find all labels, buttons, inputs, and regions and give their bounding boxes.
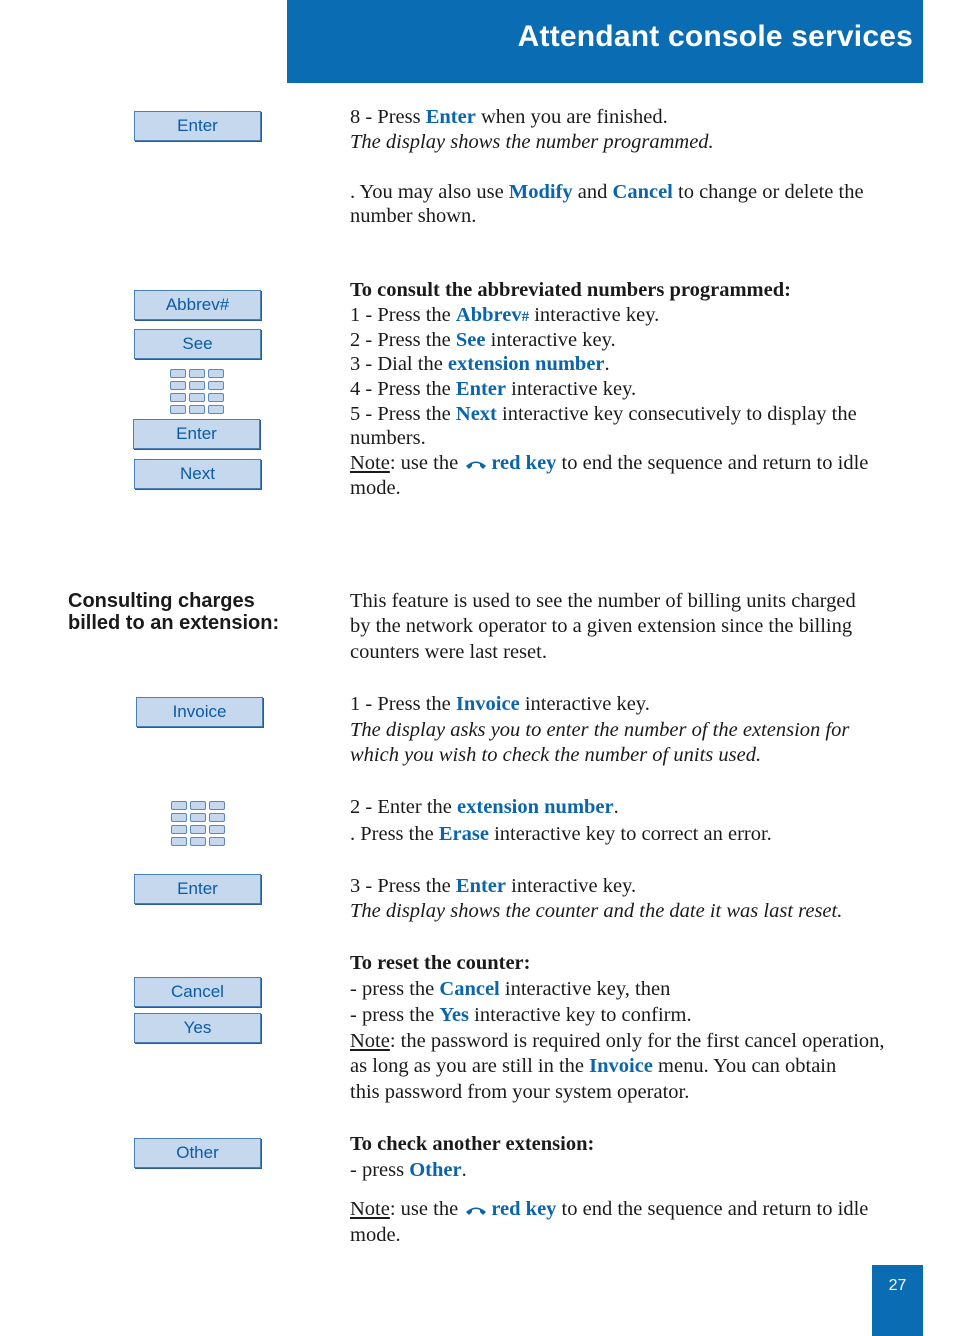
- yes-key: Yes: [134, 1013, 261, 1043]
- charges-note-cont: mode.: [350, 1224, 401, 1246]
- erase-tip: . Press the Erase interactive key to correct an error.: [350, 823, 772, 845]
- other-key: Other: [134, 1138, 261, 1168]
- modify-tip: . You may also use Modify and Cancel to change or delete the: [350, 181, 864, 203]
- consult-step-4: 4 - Press the Enter interactive key.: [350, 378, 637, 400]
- keypad-icon: [170, 369, 224, 414]
- consult-step-3: 3 - Dial the extension number.: [350, 353, 610, 375]
- reset-heading: To reset the counter:: [350, 952, 531, 974]
- consult-step-5: 5 - Press the Next interactive key consecutively to display the: [350, 403, 857, 425]
- cancel-key: Cancel: [134, 977, 261, 1007]
- other-step: - press Other.: [350, 1159, 467, 1181]
- charges-note: Note: use the red key to end the sequence and return to idle: [350, 1198, 869, 1220]
- charges-intro-3: counters were last reset.: [350, 641, 547, 663]
- charges-step-3-note: The display shows the counter and the date it was last reset.: [350, 900, 843, 922]
- password-note-cont: as long as you are still in the Invoice menu. You can obtain: [350, 1055, 837, 1077]
- charges-intro-1: This feature is used to see the number of billing units charged: [350, 590, 856, 612]
- section-title-consulting-charges: Consulting charges billed to an extension:: [68, 590, 280, 634]
- other-heading: To check another extension:: [350, 1133, 595, 1155]
- abbrev-key: Abbrev#: [134, 290, 261, 320]
- charges-step-1: 1 - Press the Invoice interactive key.: [350, 693, 650, 715]
- step-8-note: The display shows the number programmed.: [350, 131, 714, 153]
- charges-step-2: 2 - Enter the extension number.: [350, 796, 619, 818]
- consult-note-cont: mode.: [350, 477, 401, 499]
- page-number: 27: [872, 1265, 923, 1336]
- red-key-icon: [465, 1204, 487, 1216]
- red-key-icon: [465, 458, 487, 470]
- next-key: Next: [134, 459, 261, 489]
- enter-key: Enter: [134, 874, 261, 904]
- password-note-cont-2: this password from your system operator.: [350, 1081, 690, 1103]
- modify-tip-cont: number shown.: [350, 205, 477, 227]
- reset-step-1: - press the Cancel interactive key, then: [350, 978, 671, 1000]
- reset-step-2: - press the Yes interactive key to confirm.: [350, 1004, 692, 1026]
- password-note: Note: the password is required only for the first cancel operation,: [350, 1030, 885, 1052]
- charges-step-1-note-2: which you wish to check the number of units used.: [350, 744, 762, 766]
- consult-step-1: 1 - Press the Abbrev# interactive key.: [350, 304, 660, 326]
- consult-heading: To consult the abbreviated numbers programmed:: [350, 279, 791, 301]
- consult-step-2: 2 - Press the See interactive key.: [350, 329, 616, 351]
- see-key: See: [134, 329, 261, 359]
- header-bar: [287, 0, 923, 83]
- charges-intro-2: by the network operator to a given extension since the billing: [350, 615, 853, 637]
- invoice-key: Invoice: [136, 697, 263, 727]
- charges-step-3: 3 - Press the Enter interactive key.: [350, 875, 637, 897]
- enter-key: Enter: [134, 111, 261, 141]
- charges-step-1-note-1: The display asks you to enter the number of the extension for: [350, 719, 850, 741]
- enter-key: Enter: [133, 419, 260, 449]
- step-8: 8 - Press Enter when you are finished.: [350, 106, 668, 128]
- keypad-icon: [171, 801, 225, 846]
- consult-note: Note: use the red key to end the sequence and return to idle: [350, 452, 869, 474]
- page-title: Attendant console services: [517, 20, 913, 53]
- consult-step-5-cont: numbers.: [350, 427, 426, 449]
